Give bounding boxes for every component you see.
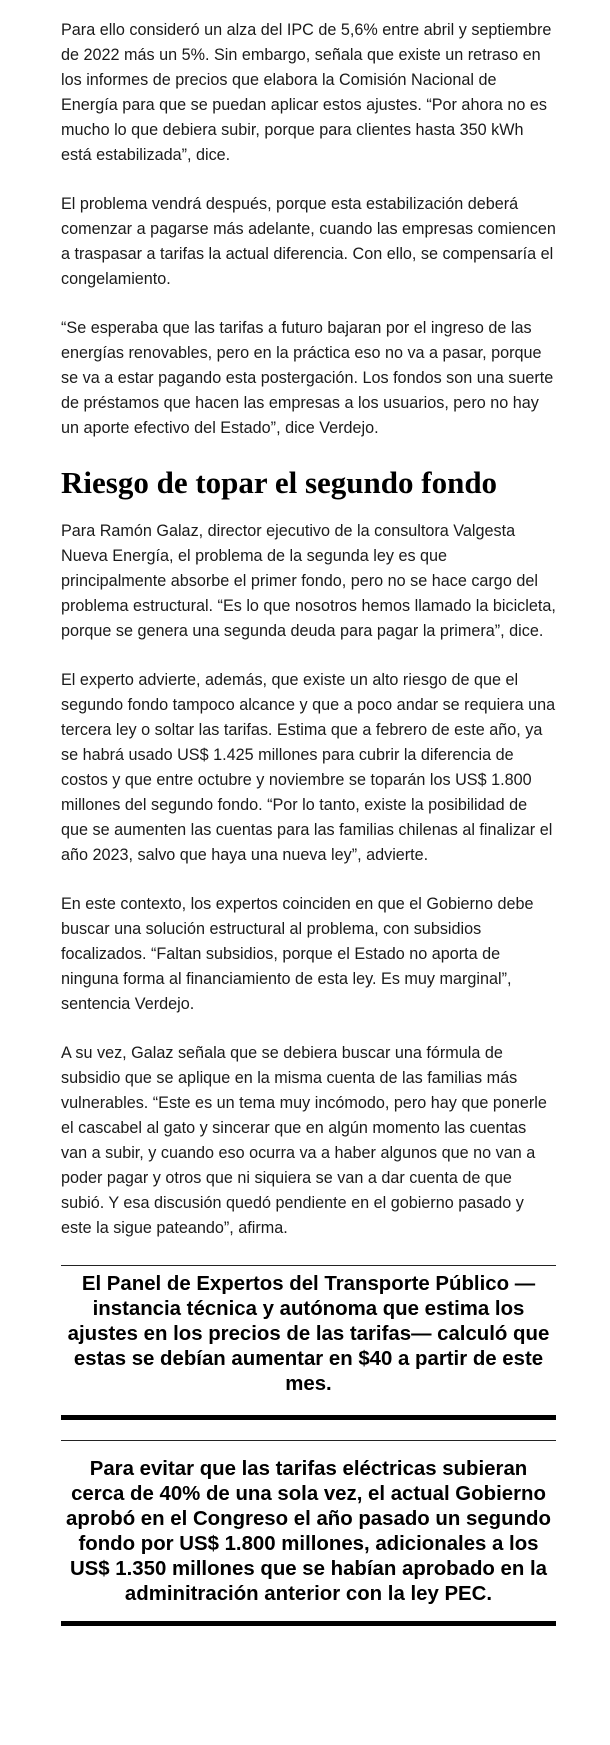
pull-quote-transport-panel: El Panel de Expertos del Transporte Público —instancia técnica y autónoma que estima los ajustes en los precios de las tarifas— calculó que estas se debían aumentar en $40 a partir de este mes. xyxy=(61,1265,556,1420)
paragraph-stabilization: El problema vendrá después, porque esta estabilización deberá comenzar a pagarse más adelante, cuando las empresas comiencen a traspasar a tarifas la actual diferencia. Con ello, se compensaría el congelamiento. xyxy=(61,195,556,288)
pull-quote-second-fund: Para evitar que las tarifas eléctricas subieran cerca de 40% de una sola vez, el actual Gobierno aprobó en el Congreso el año pasado un segundo fondo por US$ 1.800 millones, adicionales a los US$ 1.350 millones que se habían aprobado en la adminitración anterior con la ley PEC. xyxy=(61,1440,556,1626)
paragraph-verdejo-quote: “Se esperaba que las tarifas a futuro bajaran por el ingreso de las energías renovables, pero en la práctica eso no va a pasar, porque se va a estar pagando esta postergación. Los fondos son una suerte de préstamos que hacen las empresas a los usuarios, pero no hay un aporte efectivo del Estado”, dice Verdejo. xyxy=(61,319,554,437)
paragraph-galaz-intro: Para Ramón Galaz, director ejecutivo de la consultora Valgesta Nueva Energía, el problema de la segunda ley es que principalmente absorbe el primer fondo, pero no se hace cargo del problema estructural. “Es lo que nosotros hemos llamado la bicicleta, porque se genera una segunda deuda para pagar la primera”, dice. xyxy=(61,522,556,640)
paragraph-subsidy-formula: A su vez, Galaz señala que se debiera buscar una fórmula de subsidio que se aplique en la misma cuenta de las familias más vulnerables. “Este es un tema muy incómodo, pero hay que ponerle el cascabel al gato y sincerar que en algún momento las cuentas van a subir, y cuando eso ocurra va a haber algunos que no van a poder pagar y otros que ni siquiera se van a dar cuenta de que subió. Y esa discusión quedó pendiente en el gobierno pasado y este la sigue pateando”, afirma. xyxy=(61,1044,547,1237)
section-heading: Riesgo de topar el segundo fondo xyxy=(61,465,498,500)
paragraph-structural-solution: En este contexto, los expertos coinciden en que el Gobierno debe buscar una solución estructural al problema, con subsidios focalizados. “Faltan subsidios, porque el Estado no aporta de ninguna forma al financiamiento de esta ley. Es muy marginal”, sentencia Verdejo. xyxy=(61,895,534,1013)
article-body xyxy=(61,18,556,1626)
paragraph-second-fund-risk: El experto advierte, además, que existe un alto riesgo de que el segundo fondo tampoco alcance y que a poco andar se requiera una tercera ley o soltar las tarifas. Estima que a febrero de este año, ya se habrá usado US$ 1.425 millones para cubrir la diferencia de costos y que entre octubre y noviembre se toparán los US$ 1.800 millones del segundo fondo. “Por lo tanto, existe la posibilidad de que se aumenten las cuentas para las familias chilenas al finalizar el año 2023, salvo que haya una nueva ley”, advierte. xyxy=(61,671,556,864)
paragraph-ipc-adjustment: Para ello consideró un alza del IPC de 5,6% entre abril y septiembre de 2022 más un 5%. Sin embargo, señala que existe un retraso en los informes de precios que elabora la Comisión Nacional de Energía para que se puedan aplicar estos ajustes. “Por ahora no es mucho lo que debiera subir, porque para clientes hasta 350 kWh está estabilizada”, dice. xyxy=(61,21,552,164)
